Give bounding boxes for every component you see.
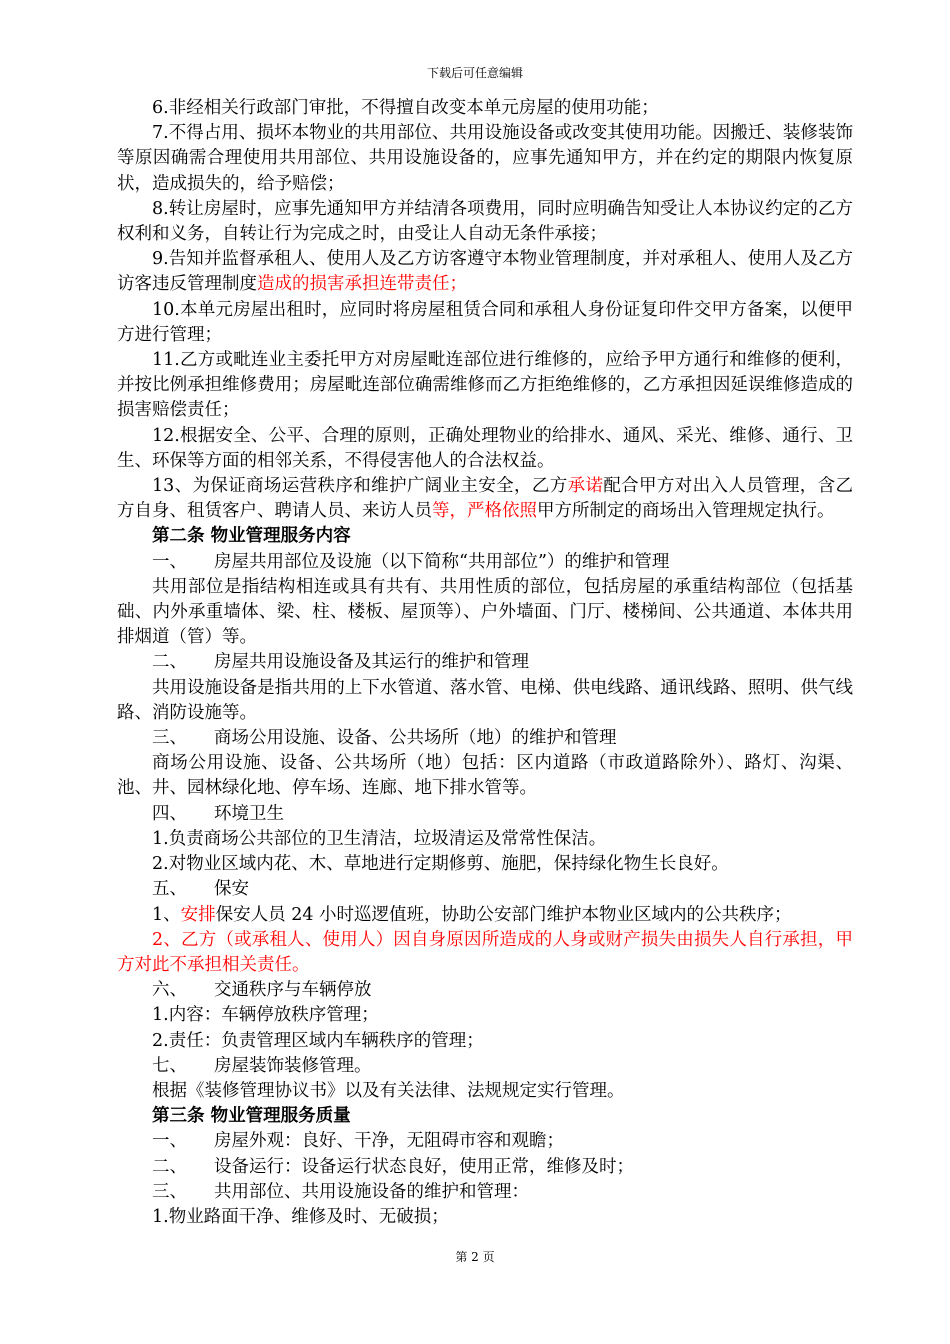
subsection-heading xyxy=(117,978,853,1003)
subsection-heading xyxy=(117,726,853,751)
section-heading xyxy=(117,524,853,549)
text-run: 1、 xyxy=(152,904,181,925)
paragraph xyxy=(117,928,853,978)
paragraph xyxy=(117,197,853,247)
subsection-heading xyxy=(117,550,853,575)
text-run: 6.非经相关行政部门审批，不得擅自改变本单元房屋的使用功能； xyxy=(152,98,659,118)
text-run: 配合甲方对出入人员管理，含乙方自身、租赁客户、聘请人员、来访人员 xyxy=(117,476,854,522)
text-run: 13、为保证商场运营秩序和维护广阔业主安全，乙方 xyxy=(152,476,568,497)
paragraph xyxy=(117,751,853,801)
section-number: 二、 xyxy=(152,652,187,673)
text-run: 1.物业路面干净、维修及时、无破损； xyxy=(152,1206,449,1227)
highlighted-text: 承诺 xyxy=(567,476,604,497)
text-run: 保安 xyxy=(214,879,249,900)
section-number: 五、 xyxy=(152,879,187,900)
text-run: 房屋装饰装修管理。 xyxy=(214,1055,372,1076)
section-number: 二、 xyxy=(152,1156,187,1177)
subsection-heading xyxy=(117,650,853,675)
text-run: 甲方所制定的商场出入管理规定执行。 xyxy=(537,501,835,522)
text-run: 7.不得占用、损坏本物业的共用部位、共用设施设备或改变其使用功能。因搬迁、装修装饰等原因确需合理使用共用部位、共用设施设备的，应事先通知甲方，并在约定的期限内恢复原状，造成损失的，给予赔偿； xyxy=(117,123,853,194)
section-number: 四、 xyxy=(152,803,187,824)
page-number: 第 2 页 xyxy=(455,1250,495,1264)
paragraph xyxy=(117,575,853,651)
text-run: 第二条 物业管理服务内容 xyxy=(152,526,351,547)
text-run: 12.根据安全、公平、合理的原则，正确处理物业的给排水、通风、采光、维修、通行、卫生、环保等方面的相邻关系，不得侵害他人的合法权益。 xyxy=(117,425,853,471)
text-run: 根据《装修管理协议书》以及有关法律、法规规定实行管理。 xyxy=(152,1080,625,1101)
text-run: 1.内容：车辆停放秩序管理； xyxy=(152,1005,379,1026)
text-run: 共用设施设备是指共用的上下水管道、落水管、电梯、供电线路、通讯线路、照明、供气线路、消防设施等。 xyxy=(117,677,853,723)
highlighted-text: 2、乙方（或承租人、使用人）因自身原因所造成的人身或财产损失由损失人自行承担，甲方对此不承担相关责任。 xyxy=(117,929,853,975)
text-run: 共用部位是指结构相连或具有共有、共用性质的部位，包括房屋的承重结构部位（包括基础、内外承重墙体、梁、柱、楼板、屋顶等）、户外墙面、门厅、楼梯间、公共通道、本体共用排烟道（管）等。 xyxy=(117,576,853,648)
paragraph xyxy=(117,903,853,928)
text-run: 8.转让房屋时，应事先通知甲方并结清各项费用，同时应明确告知受让人本协议约定的乙方权利和义务，自转让行为完成之时，由受让人自动无条件承接； xyxy=(117,198,853,245)
text-run: 9.告知并监督承租人、使用人及乙方访客遵守本物业管理制度，并对承租人、使用人及乙方访客违反管理制度 xyxy=(117,249,853,295)
text-run: 商场公用设施、设备、公共场所（地）包括：区内道路（市政道路除外）、路灯、沟渠、池、井、园林绿化地、停车场、连廊、地下排水管等。 xyxy=(117,753,853,799)
text-run: 第三条 物业管理服务质量 xyxy=(152,1106,351,1127)
text-run: 房屋外观：良好、干净，无阻碍市容和观瞻； xyxy=(214,1131,564,1152)
subsection-heading xyxy=(117,1054,853,1079)
paragraph xyxy=(117,474,853,524)
document-body xyxy=(117,96,853,1230)
paragraph xyxy=(117,247,853,297)
section-number: 三、 xyxy=(152,728,187,749)
text-run: 2.对物业区域内花、木、草地进行定期修剪、施肥，保持绿化物生长良好。 xyxy=(152,854,729,875)
subsection-heading xyxy=(117,1180,853,1205)
paragraph xyxy=(117,676,853,726)
text-run: 共用部位、共用设施设备的维护和管理： xyxy=(214,1181,529,1202)
text-run: 保安人员 24 小时巡逻值班，协助公安部门维护本物业区域内的公共秩序； xyxy=(215,904,792,925)
paragraph xyxy=(117,96,853,121)
highlighted-text: 造成的损害承担连带责任； xyxy=(257,274,467,295)
paragraph xyxy=(117,424,853,474)
paragraph xyxy=(117,1003,853,1028)
section-number: 六、 xyxy=(152,980,187,1001)
text-run: 2.责任：负责管理区域内车辆秩序的管理； xyxy=(152,1030,484,1051)
subsection-heading xyxy=(117,1155,853,1180)
text-run: 环境卫生 xyxy=(214,803,284,824)
paragraph xyxy=(117,852,853,877)
section-number: 三、 xyxy=(152,1181,187,1202)
section-number: 一、 xyxy=(152,551,187,572)
text-run: 10.本单元房屋出租时，应同时将房屋租赁合同和承租人身份证复印件交甲方备案，以便甲方进行管理； xyxy=(117,299,853,345)
section-number: 七、 xyxy=(152,1055,187,1076)
paragraph xyxy=(117,298,853,348)
paragraph xyxy=(117,827,853,852)
text-run: 设备运行：设备运行状态良好，使用正常，维修及时； xyxy=(214,1156,634,1177)
subsection-heading xyxy=(117,802,853,827)
text-run: 房屋共用部位及设施（以下简称“共用部位”）的维护和管理 xyxy=(214,551,670,572)
text-run: 交通秩序与车辆停放 xyxy=(214,980,372,1001)
text-run: 11.乙方或毗连业主委托甲方对房屋毗连部位进行维修的，应给予甲方通行和维修的便利，并按比例承担维修费用；房屋毗连部位确需维修而乙方拒绝维修的，乙方承担因延误维修造成的损害赔偿责任； xyxy=(117,350,853,421)
highlighted-text: 安排 xyxy=(180,904,216,925)
paragraph xyxy=(117,121,853,197)
page-header: 下载后可任意编辑 xyxy=(426,66,523,80)
subsection-heading xyxy=(117,1129,853,1154)
text-run: 房屋共用设施设备及其运行的维护和管理 xyxy=(214,652,529,673)
section-number: 一、 xyxy=(152,1131,187,1152)
highlighted-text: 等，严格依照 xyxy=(432,501,537,522)
paragraph xyxy=(117,1205,853,1230)
subsection-heading xyxy=(117,877,853,902)
paragraph xyxy=(117,1079,853,1104)
text-run: 1.负责商场公共部位的卫生清洁，垃圾清运及常常性保洁。 xyxy=(152,828,607,849)
paragraph xyxy=(117,348,853,424)
section-heading xyxy=(117,1104,853,1129)
text-run: 商场公用设施、设备、公共场所（地）的维护和管理 xyxy=(214,728,617,749)
paragraph xyxy=(117,1029,853,1054)
